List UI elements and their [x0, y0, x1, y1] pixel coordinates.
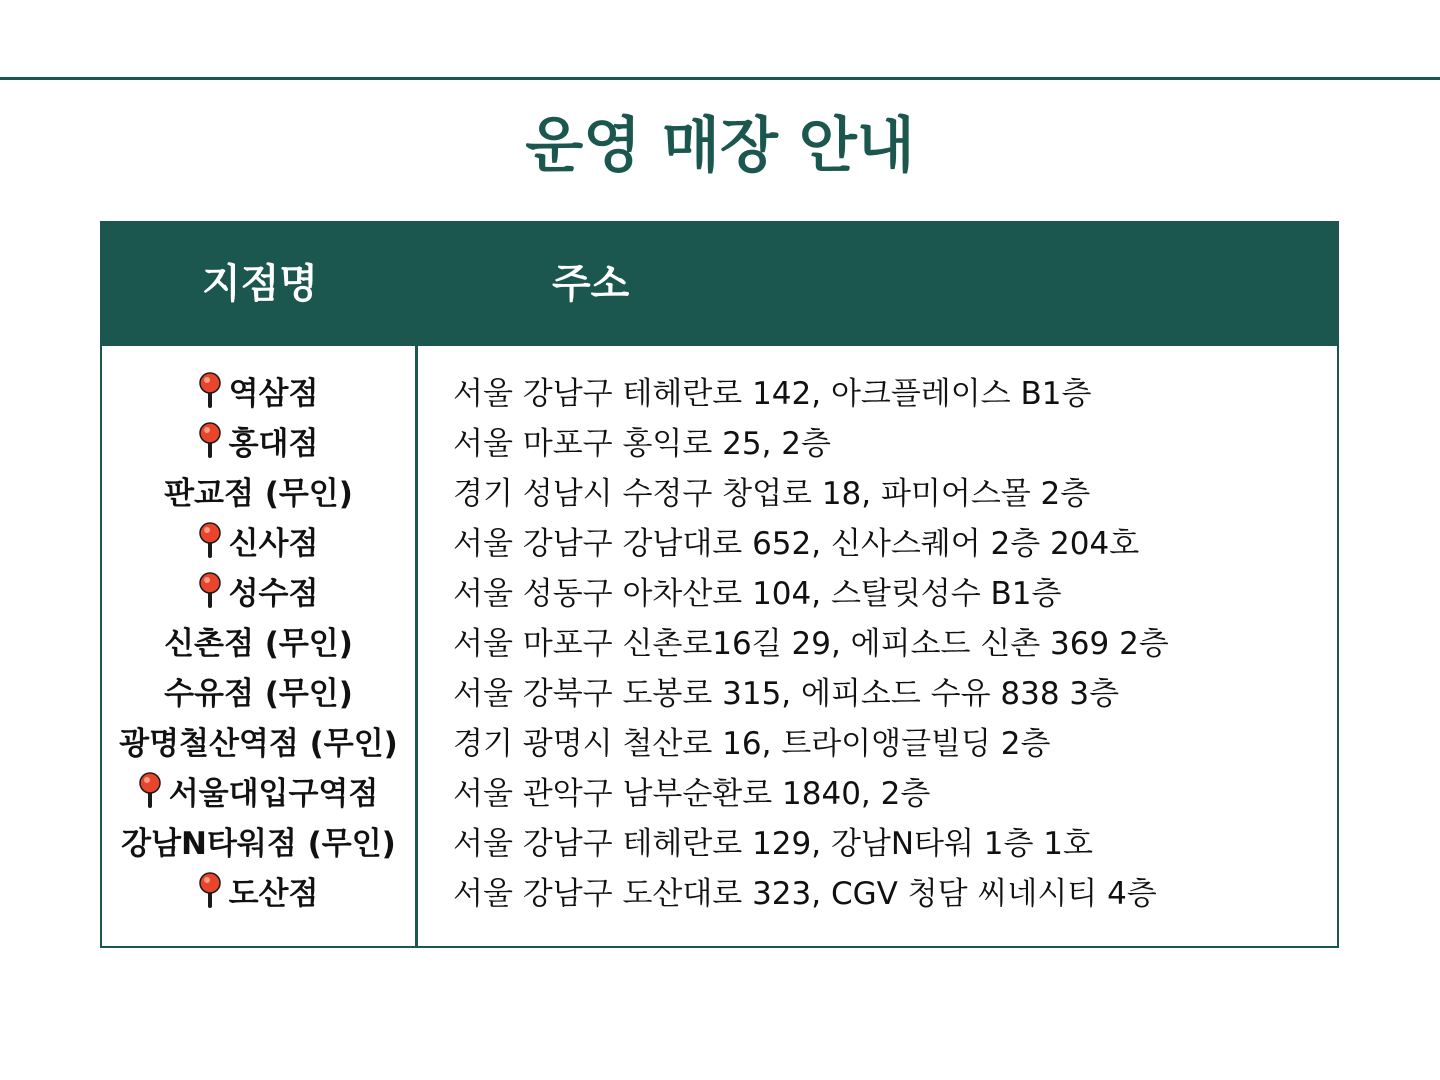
page-title: 운영 매장 안내 [525, 111, 915, 181]
store-name: 판교점 (무인) [164, 476, 353, 512]
store-name-row [102, 769, 415, 819]
store-name-row [102, 469, 415, 519]
store-address: 서울 강남구 테헤란로 142, 아크플레이스 B1층 [453, 376, 1092, 412]
column-header-name: 지점명 [202, 261, 318, 307]
store-address: 서울 마포구 신촌로16길 29, 에피소드 신촌 369 2층 [453, 626, 1169, 662]
store-name: 신촌점 (무인) [164, 626, 353, 662]
store-address-column [453, 369, 1333, 919]
pin-icon [199, 572, 221, 610]
store-name-row [102, 569, 415, 619]
store-address: 서울 강남구 테헤란로 129, 강남N타워 1층 1호 [453, 826, 1093, 862]
store-name: 홍대점 [228, 426, 319, 462]
store-name-row [102, 669, 415, 719]
store-name: 신사점 [228, 526, 319, 562]
store-name: 성수점 [228, 576, 319, 612]
pin-icon [199, 872, 221, 910]
store-address: 경기 성남시 수정구 창업로 18, 파미어스몰 2층 [453, 476, 1091, 512]
store-name-column [102, 369, 415, 919]
pin-icon [199, 522, 221, 560]
store-name: 수유점 (무인) [164, 676, 353, 712]
store-name-row [102, 869, 415, 919]
store-name: 도산점 [228, 876, 319, 912]
store-name-row [102, 619, 415, 669]
store-name-row [102, 369, 415, 419]
store-name-row [102, 719, 415, 769]
store-address: 서울 강북구 도봉로 315, 에피소드 수유 838 3층 [453, 676, 1120, 712]
column-divider [415, 346, 418, 946]
table-header [102, 223, 1337, 346]
column-header-address: 주소 [552, 261, 630, 307]
store-name: 서울대입구역점 [168, 776, 379, 812]
store-name-row [102, 819, 415, 869]
store-address: 서울 마포구 홍익로 25, 2층 [453, 426, 831, 462]
store-address: 경기 광명시 철산로 16, 트라이앵글빌딩 2층 [453, 726, 1051, 762]
store-name: 광명철산역점 (무인) [119, 726, 398, 762]
store-address: 서울 성동구 아차산로 104, 스탈릿성수 B1층 [453, 576, 1062, 612]
store-name: 강남N타워점 (무인) [121, 826, 396, 862]
top-divider [0, 77, 1440, 80]
store-name-row [102, 519, 415, 569]
store-address: 서울 강남구 강남대로 652, 신사스퀘어 2층 204호 [453, 526, 1140, 562]
store-name-row [102, 419, 415, 469]
store-address: 서울 강남구 도산대로 323, CGV 청담 씨네시티 4층 [453, 876, 1157, 912]
store-name: 역삼점 [228, 376, 319, 412]
pin-icon [199, 372, 221, 410]
pin-icon [199, 422, 221, 460]
store-table [100, 221, 1339, 948]
store-address: 서울 관악구 남부순환로 1840, 2층 [453, 776, 931, 812]
pin-icon [139, 772, 161, 810]
